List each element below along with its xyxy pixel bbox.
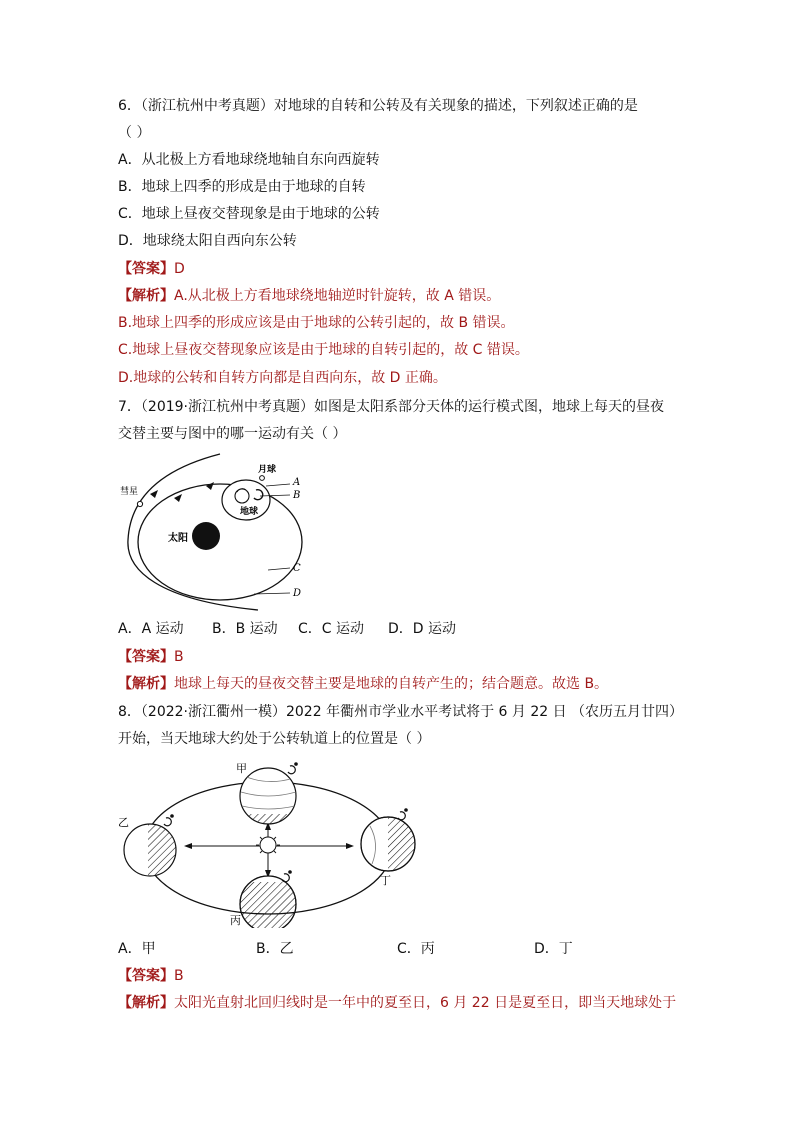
answer-tag: 【答案】 [118,261,174,277]
arrow-icon [206,482,214,490]
answer-tag: 【答案】 [118,968,174,984]
earth-jia [240,762,298,826]
q7-stem-line1: 7．（2019·浙江杭州中考真题）如图是太阳系部分天体的运行模式图，地球上每天的昼夜 [118,399,664,415]
solar-system-figure [118,450,318,612]
label-ding: 丁 [380,874,391,887]
sun-icon [256,833,280,857]
q6-option-a: A．从北极上方看地球绕地轴自东向西旋转 [118,152,380,168]
q7-answer [118,648,184,666]
q6-option-d: D．地球绕太阳自西向东公转 [118,233,297,249]
label-a: A [293,477,301,488]
earth-yi [124,814,178,878]
analysis-tag: 【解析】 [118,288,174,304]
q7-options [118,620,456,638]
q8-stem-line1: 8．（2022·浙江衢州一模）2022 年衢州市学业水平考试将于 6 月 22 日 （农历五月廿四） [118,704,684,720]
arrow-icon [150,490,158,498]
earth-orbit [138,484,302,600]
q6-option-b: B．地球上四季的形成是由于地球的自转 [118,179,366,195]
arrow-icon [174,494,182,502]
label-b: B [293,490,301,501]
q6-stem-line1: 6．（浙江杭州中考真题）对地球的自转和公转及有关现象的描述，下列叙述正确的是 [118,98,638,114]
q8-options [118,940,573,958]
sun-label: 太阳 [168,533,188,544]
label-jia: 甲 [236,762,247,775]
q7-option-a: A．A 运动 [118,621,184,637]
earth-label: 地球 [240,507,259,517]
q8-answer [118,967,184,985]
q7-option-b: B．B 运动 [212,621,278,637]
label-d: D [293,588,302,599]
q7-option-d: D．D 运动 [388,621,457,637]
analysis-text: 地球上每天的昼夜交替主要是地球的自转产生的；结合题意。故选 B。 [174,676,609,692]
q8-option-c: C．丙 [397,941,435,957]
q6-analysis-line3: C.地球上昼夜交替现象应该是由于地球的自转引起的，故 C 错误。 [118,342,529,358]
q7-stem-line2: 交替主要与图中的哪一运动有关（ ） [118,426,347,442]
moon-label: 月球 [258,465,277,475]
analysis-tag: 【解析】 [118,676,174,692]
analysis-tag: 【解析】 [118,995,174,1011]
q8-stem-line2: 开始，当天地球大约处于公转轨道上的位置是（ ） [118,731,431,747]
q8-analysis [118,994,676,1012]
q6-stem-line2: （ ） [118,125,151,141]
analysis-text: A.从北极上方看地球绕地轴逆时针旋转，故 A 错误。 [174,288,501,304]
q6-analysis-line4: D.地球的公转和自转方向都是自西向东，故 D 正确。 [118,370,447,386]
q6-option-c: C．地球上昼夜交替现象是由于地球的公转 [118,206,380,222]
q6-analysis-line1 [118,287,500,305]
arrow-icon [346,843,354,849]
comet-label: 彗星 [120,487,139,497]
analysis-text: 太阳光直射北回归线时是一年中的夏至日，6 月 22 日是夏至日，即当天地球处于 [174,995,677,1011]
comet-dot [137,501,142,506]
q6-analysis-line2: B.地球上四季的形成应该是由于地球的公转引起的，故 B 错误。 [118,315,515,331]
answer-value: D [174,261,185,277]
q6-answer [118,260,185,278]
earth-ding [361,808,418,872]
q8-option-d: D．丁 [534,941,573,957]
answer-value: B [174,968,184,984]
q8-option-b: B．乙 [256,941,294,957]
answer-value: B [174,649,184,665]
sun-disc [192,522,220,550]
moon-dot [260,476,265,481]
earth-bing [240,870,296,928]
label-yi: 乙 [118,816,129,829]
label-c: C [293,563,301,574]
q8-option-a: A．甲 [118,941,156,957]
answer-tag: 【答案】 [118,649,174,665]
earth-orbit-figure [118,756,418,928]
arrow-icon [184,843,192,849]
label-bing: 丙 [230,914,241,927]
q7-analysis [118,675,608,693]
q7-option-c: C．C 运动 [298,621,365,637]
